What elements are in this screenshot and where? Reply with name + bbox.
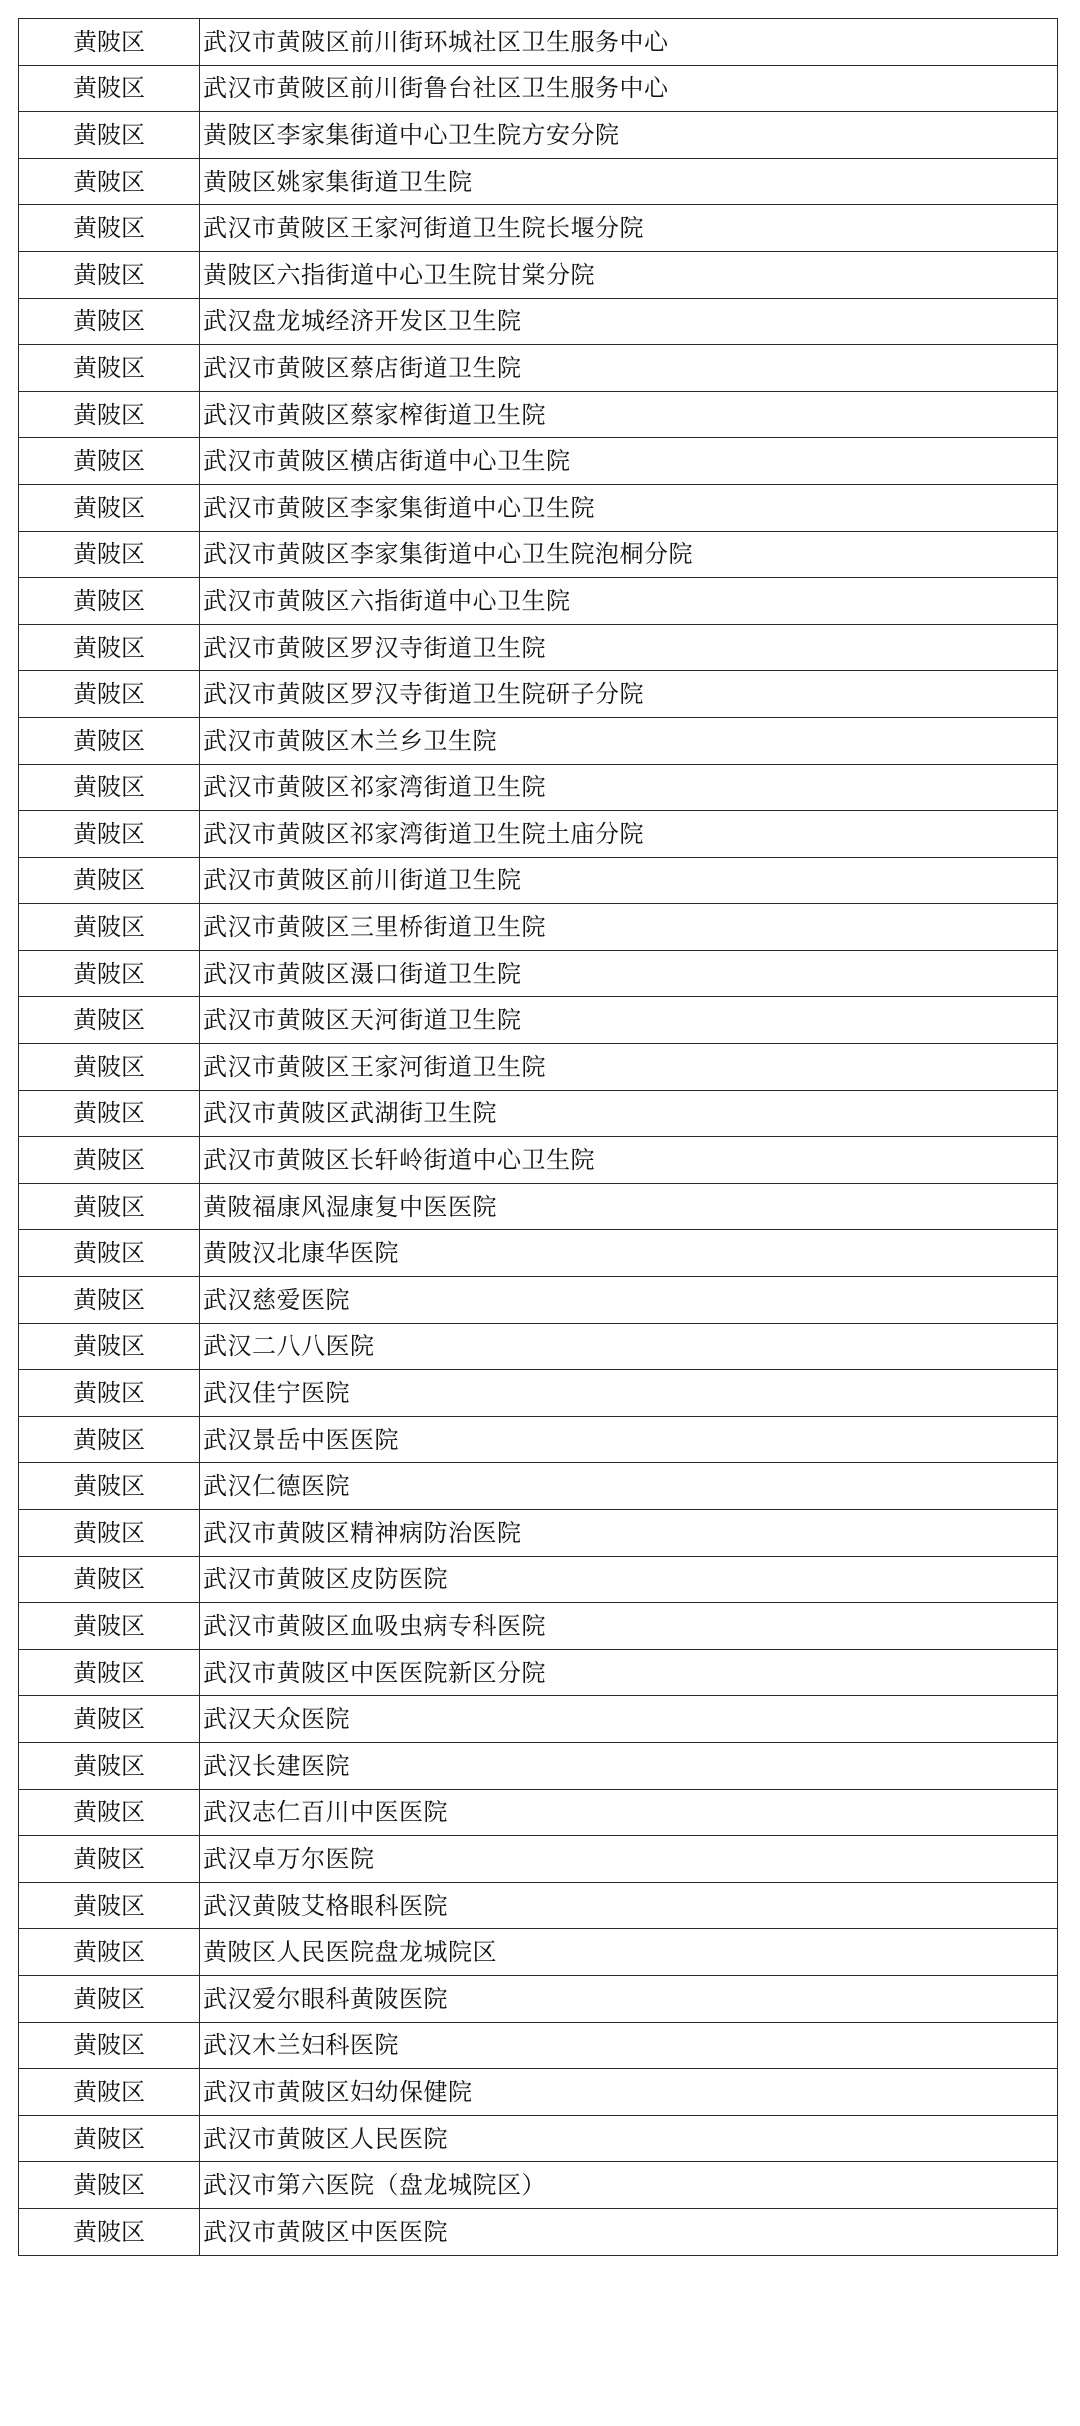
institution-name-cell: 武汉市黄陂区中医医院新区分院 [200, 1649, 1058, 1696]
institution-name-cell: 武汉长建医院 [200, 1742, 1058, 1789]
table-row [19, 1416, 1058, 1463]
table-row [19, 1370, 1058, 1417]
table-row [19, 1277, 1058, 1324]
institution-name-cell: 武汉市黄陂区横店街道中心卫生院 [200, 438, 1058, 485]
district-cell: 黄陂区 [19, 2162, 200, 2209]
table-row [19, 1090, 1058, 1137]
institution-name-cell: 黄陂区人民医院盘龙城院区 [200, 1929, 1058, 1976]
institution-name-cell: 武汉市黄陂区血吸虫病专科医院 [200, 1603, 1058, 1650]
institution-name-cell: 武汉景岳中医医院 [200, 1416, 1058, 1463]
table-row [19, 1556, 1058, 1603]
district-cell: 黄陂区 [19, 1277, 200, 1324]
institution-name-cell: 武汉市黄陂区妇幼保健院 [200, 2069, 1058, 2116]
institution-name-cell: 武汉市黄陂区精神病防治医院 [200, 1510, 1058, 1557]
district-cell: 黄陂区 [19, 1975, 200, 2022]
institution-name-cell: 武汉二八八医院 [200, 1323, 1058, 1370]
table-row [19, 65, 1058, 112]
institution-name-cell: 武汉市黄陂区王家河街道卫生院 [200, 1044, 1058, 1091]
institution-name-cell: 武汉市黄陂区祁家湾街道卫生院土庙分院 [200, 811, 1058, 858]
table-row [19, 1742, 1058, 1789]
table-row [19, 531, 1058, 578]
table-row [19, 1230, 1058, 1277]
district-cell: 黄陂区 [19, 391, 200, 438]
district-cell: 黄陂区 [19, 1649, 200, 1696]
table-row [19, 1882, 1058, 1929]
table-row [19, 1975, 1058, 2022]
district-cell: 黄陂区 [19, 904, 200, 951]
institution-name-cell: 武汉市黄陂区蔡店街道卫生院 [200, 345, 1058, 392]
table-row [19, 1183, 1058, 1230]
institution-name-cell: 武汉爱尔眼科黄陂医院 [200, 1975, 1058, 2022]
district-cell: 黄陂区 [19, 1463, 200, 1510]
district-cell: 黄陂区 [19, 112, 200, 159]
table-row [19, 1836, 1058, 1883]
table-row [19, 1929, 1058, 1976]
table-row [19, 2115, 1058, 2162]
table-row [19, 857, 1058, 904]
district-cell: 黄陂区 [19, 1929, 200, 1976]
district-cell: 黄陂区 [19, 345, 200, 392]
institution-name-cell: 武汉市黄陂区三里桥街道卫生院 [200, 904, 1058, 951]
institution-name-cell: 武汉佳宁医院 [200, 1370, 1058, 1417]
district-cell: 黄陂区 [19, 251, 200, 298]
table-row [19, 1789, 1058, 1836]
district-cell: 黄陂区 [19, 484, 200, 531]
table-row [19, 1510, 1058, 1557]
institution-name-cell: 武汉市黄陂区六指街道中心卫生院 [200, 578, 1058, 625]
table-row [19, 112, 1058, 159]
district-cell: 黄陂区 [19, 205, 200, 252]
district-cell: 黄陂区 [19, 298, 200, 345]
district-cell: 黄陂区 [19, 1603, 200, 1650]
district-cell: 黄陂区 [19, 1323, 200, 1370]
table-row [19, 1696, 1058, 1743]
district-cell: 黄陂区 [19, 2208, 200, 2255]
district-cell: 黄陂区 [19, 1510, 200, 1557]
institution-name-cell: 武汉市黄陂区武湖街卫生院 [200, 1090, 1058, 1137]
institution-name-cell: 武汉市黄陂区祁家湾街道卫生院 [200, 764, 1058, 811]
table-row [19, 2162, 1058, 2209]
institution-name-cell: 黄陂汉北康华医院 [200, 1230, 1058, 1277]
district-cell: 黄陂区 [19, 1696, 200, 1743]
table-row [19, 578, 1058, 625]
district-cell: 黄陂区 [19, 1090, 200, 1137]
district-cell: 黄陂区 [19, 1556, 200, 1603]
table-row [19, 438, 1058, 485]
district-cell: 黄陂区 [19, 950, 200, 997]
institution-name-cell: 武汉市黄陂区人民医院 [200, 2115, 1058, 2162]
table-row [19, 298, 1058, 345]
hospital-table [18, 18, 1058, 2256]
district-cell: 黄陂区 [19, 2115, 200, 2162]
institution-name-cell: 武汉市黄陂区前川街鲁台社区卫生服务中心 [200, 65, 1058, 112]
table-row [19, 251, 1058, 298]
table-row [19, 1044, 1058, 1091]
table-row [19, 391, 1058, 438]
hospital-list-sheet [18, 18, 1058, 2256]
institution-name-cell: 武汉市黄陂区王家河街道卫生院长堰分院 [200, 205, 1058, 252]
institution-name-cell: 武汉市黄陂区罗汉寺街道卫生院 [200, 624, 1058, 671]
institution-name-cell: 武汉黄陂艾格眼科医院 [200, 1882, 1058, 1929]
district-cell: 黄陂区 [19, 1370, 200, 1417]
table-row [19, 1463, 1058, 1510]
district-cell: 黄陂区 [19, 1742, 200, 1789]
table-row [19, 205, 1058, 252]
institution-name-cell: 武汉市黄陂区前川街环城社区卫生服务中心 [200, 19, 1058, 66]
institution-name-cell: 武汉慈爱医院 [200, 1277, 1058, 1324]
district-cell: 黄陂区 [19, 1230, 200, 1277]
institution-name-cell: 武汉市黄陂区天河街道卫生院 [200, 997, 1058, 1044]
table-row [19, 811, 1058, 858]
institution-name-cell: 武汉木兰妇科医院 [200, 2022, 1058, 2069]
institution-name-cell: 武汉市黄陂区滠口街道卫生院 [200, 950, 1058, 997]
institution-name-cell: 武汉市黄陂区前川街道卫生院 [200, 857, 1058, 904]
district-cell: 黄陂区 [19, 1044, 200, 1091]
institution-name-cell: 武汉市黄陂区罗汉寺街道卫生院研子分院 [200, 671, 1058, 718]
institution-name-cell: 武汉市黄陂区蔡家榨街道卫生院 [200, 391, 1058, 438]
district-cell: 黄陂区 [19, 671, 200, 718]
district-cell: 黄陂区 [19, 1416, 200, 1463]
institution-name-cell: 黄陂福康风湿康复中医医院 [200, 1183, 1058, 1230]
table-row [19, 345, 1058, 392]
district-cell: 黄陂区 [19, 1183, 200, 1230]
institution-name-cell: 武汉市黄陂区长轩岭街道中心卫生院 [200, 1137, 1058, 1184]
institution-name-cell: 黄陂区李家集街道中心卫生院方安分院 [200, 112, 1058, 159]
district-cell: 黄陂区 [19, 65, 200, 112]
institution-name-cell: 武汉市第六医院（盘龙城院区） [200, 2162, 1058, 2209]
district-cell: 黄陂区 [19, 1836, 200, 1883]
institution-name-cell: 武汉市黄陂区中医医院 [200, 2208, 1058, 2255]
institution-name-cell: 武汉天众医院 [200, 1696, 1058, 1743]
district-cell: 黄陂区 [19, 2069, 200, 2116]
institution-name-cell: 黄陂区六指街道中心卫生院甘棠分院 [200, 251, 1058, 298]
table-row [19, 671, 1058, 718]
table-row [19, 1603, 1058, 1650]
district-cell: 黄陂区 [19, 531, 200, 578]
institution-name-cell: 武汉市黄陂区木兰乡卫生院 [200, 717, 1058, 764]
district-cell: 黄陂区 [19, 1789, 200, 1836]
institution-name-cell: 武汉市黄陂区皮防医院 [200, 1556, 1058, 1603]
institution-name-cell: 武汉市黄陂区李家集街道中心卫生院泡桐分院 [200, 531, 1058, 578]
district-cell: 黄陂区 [19, 578, 200, 625]
table-row [19, 484, 1058, 531]
institution-name-cell: 武汉志仁百川中医医院 [200, 1789, 1058, 1836]
district-cell: 黄陂区 [19, 19, 200, 66]
table-row [19, 764, 1058, 811]
table-row [19, 624, 1058, 671]
district-cell: 黄陂区 [19, 158, 200, 205]
district-cell: 黄陂区 [19, 764, 200, 811]
institution-name-cell: 武汉卓万尔医院 [200, 1836, 1058, 1883]
district-cell: 黄陂区 [19, 624, 200, 671]
institution-name-cell: 武汉仁德医院 [200, 1463, 1058, 1510]
district-cell: 黄陂区 [19, 857, 200, 904]
table-row [19, 1323, 1058, 1370]
table-row [19, 19, 1058, 66]
table-row [19, 2022, 1058, 2069]
district-cell: 黄陂区 [19, 1137, 200, 1184]
institution-name-cell: 黄陂区姚家集街道卫生院 [200, 158, 1058, 205]
table-row [19, 1137, 1058, 1184]
district-cell: 黄陂区 [19, 997, 200, 1044]
district-cell: 黄陂区 [19, 717, 200, 764]
district-cell: 黄陂区 [19, 438, 200, 485]
hospital-table-body [19, 19, 1058, 2256]
institution-name-cell: 武汉市黄陂区李家集街道中心卫生院 [200, 484, 1058, 531]
table-row [19, 717, 1058, 764]
table-row [19, 997, 1058, 1044]
district-cell: 黄陂区 [19, 811, 200, 858]
table-row [19, 904, 1058, 951]
table-row [19, 950, 1058, 997]
table-row [19, 2069, 1058, 2116]
table-row [19, 1649, 1058, 1696]
table-row [19, 158, 1058, 205]
district-cell: 黄陂区 [19, 1882, 200, 1929]
institution-name-cell: 武汉盘龙城经济开发区卫生院 [200, 298, 1058, 345]
district-cell: 黄陂区 [19, 2022, 200, 2069]
table-row [19, 2208, 1058, 2255]
